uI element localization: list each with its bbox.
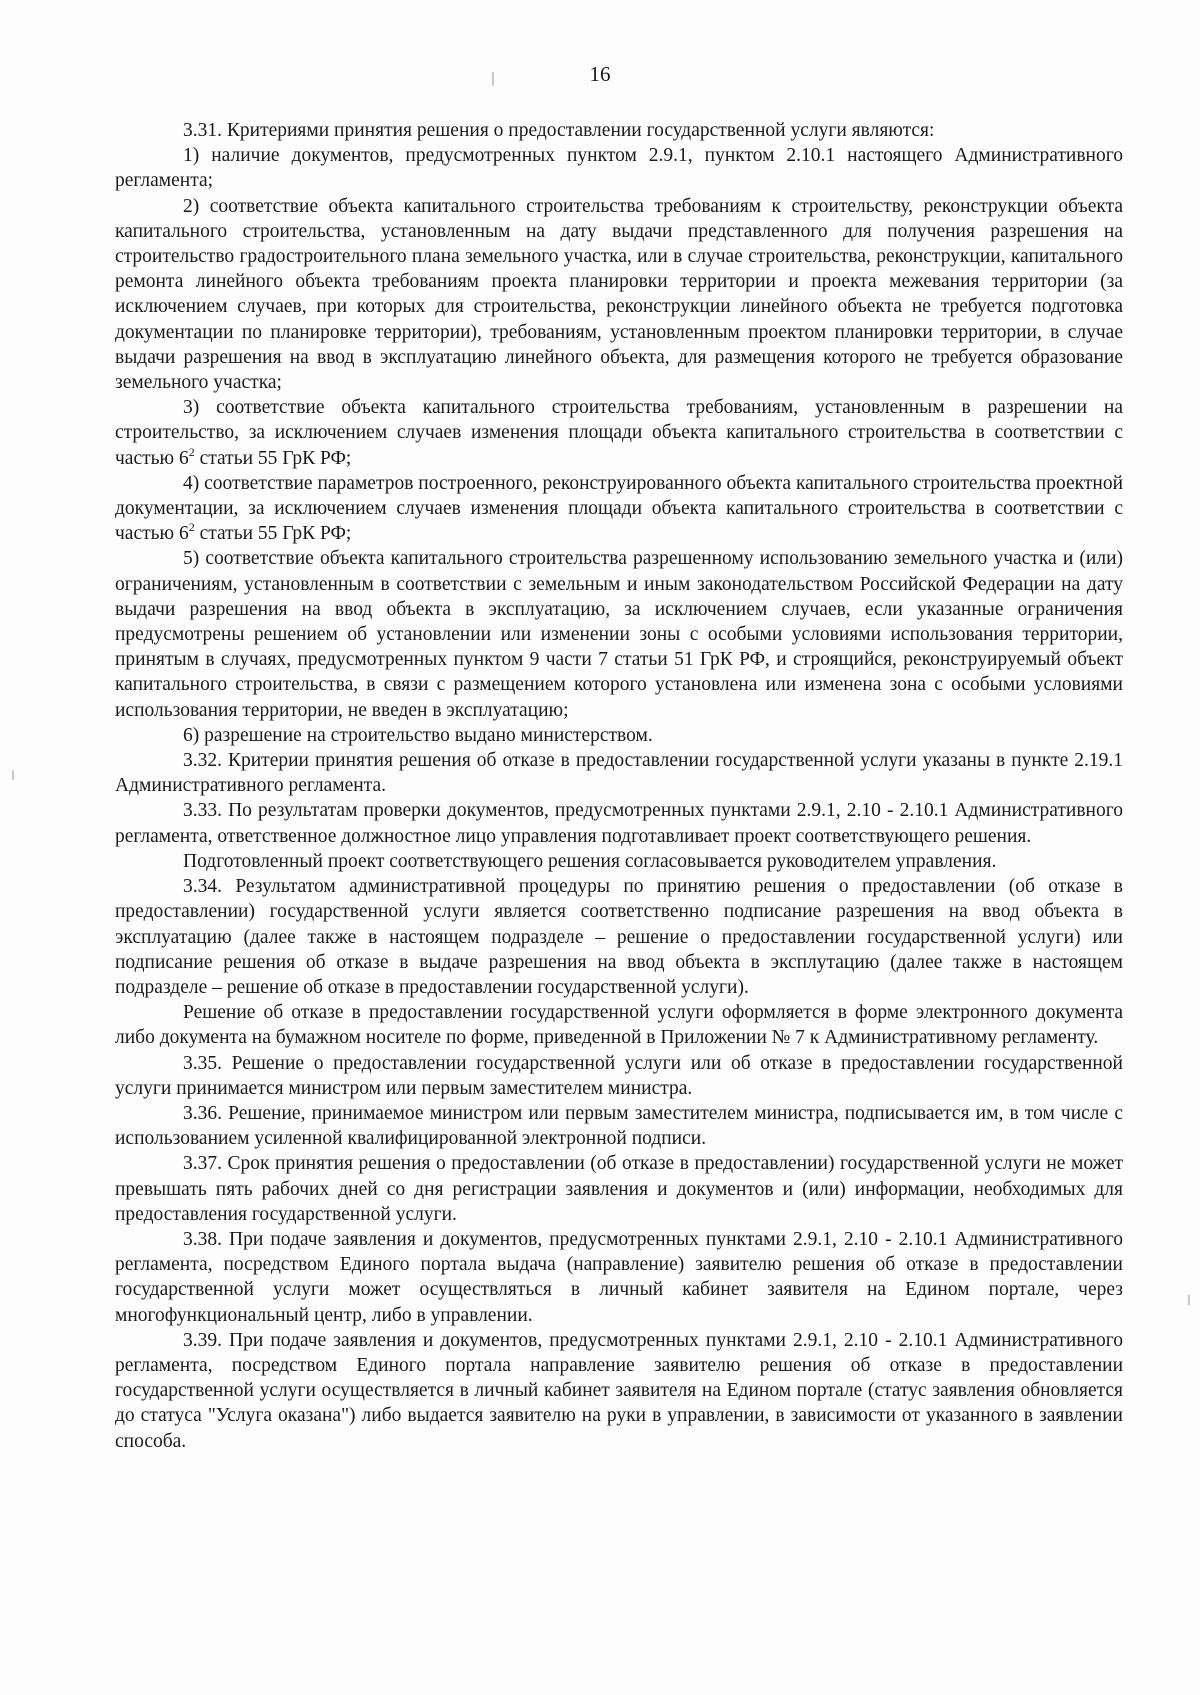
paragraph-3-32: 3.32. Критерии принятия решения об отказе в предоставлении государственной услуги указаны в пункте 2.19.1 Административного регламента. [115,750,1123,797]
paragraph-3-34: 3.34. Результатом административной процедуры по принятию решения о предоставлении (об отказе в предоставлении) государственной услуги является соответственно подписание разрешения на ввод объекта в эксплуатацию (далее также в настоящем подразделе – решение о предоставлении государственной услуги) или подписание решения об отказе в выдаче разрешения на ввод объекта в эксплутацию (далее также в настоящем подразделе – решение об отказе в предоставлении государственной услуги). [115,876,1123,998]
scan-margin-mark [12,770,14,780]
item-4-text-end: статьи 55 ГрК РФ; [194,523,352,545]
item-4-text: 4) соответствие параметров построенного, реконструированного объекта капитального строительства проектной документации, за исключением случаев изменения площади объекта капитального строительства в соответствии с частью 6 [115,472,1123,545]
document-body [115,118,1123,1454]
paragraph-3-36: 3.36. Решение, принимаемое министром или первым заместителем министра, подписывается им, в том числе с использованием усиленной квалифицированной электронной подписи. [115,1102,1123,1150]
paragraph-3-31-item-1: 1) наличие документов, предусмотренных пунктом 2.9.1, пунктом 2.10.1 настоящего Административного регламента; [115,145,1123,192]
paragraph-3-37: 3.37. Срок принятия решения о предоставлении (об отказе в предоставлении) государственной услуги не может превышать пять рабочих дней со дня регистрации заявления и документов и (или) информации, необходимых для предоставления государственной услуги. [115,1153,1123,1225]
paragraph-3-31-item-5: 5) соответствие объекта капитального строительства разрешенному использованию земельного участка и (или) ограничениям, установленным в соответствии с земельным и иным законодательством Российской Федерации на дату выдачи разрешения на ввод объекта в эксплуатацию, за исключением случаев, если указанные ограничения предусмотрены решением об установлении или изменении зоны с особыми условиями использования территории, принятым в случаях, предусмотренных пунктом 9 части 7 статьи 51 ГрК РФ, и строящийся, реконструируемый объект капитального строительства, в связи с размещением которого установлена или изменена зона с особыми условиями использования территории, не введен в эксплуатацию; [115,548,1123,721]
paragraph-3-39: 3.39. При подаче заявления и документов, предусмотренных пунктами 2.9.1, 2.10 - 2.10.1 Административного регламента, посредством Единого портала направление заявителю решения об отказе в предоставлении государственной услуги осуществляется в личный кабинет заявителя на Едином портале (статус заявления обновляется до статуса "Услуга оказана") либо выдается заявителю на руки в управлении, в зависимости от указанного в заявлении способа. [115,1329,1123,1452]
paragraph-3-34-continued: Решение об отказе в предоставлении государственной услуги оформляется в форме электронного документа либо документа на бумажном носителе по форме, приведенной в Приложении № 7 к Административному регламенту. [115,1002,1123,1049]
item-3-superscript: 2 [188,444,195,459]
paragraph-3-31: 3.31. Критериями принятия решения о предоставлении государственной услуги являются: [183,120,935,141]
item-3-text-end: статьи 55 ГрК РФ; [194,447,352,469]
paragraph-3-31-item-3 [115,395,1123,471]
scan-margin-mark [1188,1295,1190,1305]
paragraph-3-38: 3.38. При подаче заявления и документов, предусмотренных пунктами 2.9.1, 2.10 - 2.10.1 Административного регламента, посредством Единого портала выдача (направление) заявителю решения об отказе в предоставлении государственной услуги может осуществляться в личный кабинет заявителя на Едином портале, через многофункциональный центр, либо в управлении. [115,1228,1123,1326]
paragraph-3-31-item-2: 2) соответствие объекта капитального строительства требованиям к строительству, реконструкции объекта капитального строительства, установленным на дату выдачи представленного для получения разрешения на строительство градостроительного плана земельного участка, или в случае строительства, реконструкции, капитального ремонта линейного объекта требованиям проекта планировки территории и проекта межевания территории (за исключением случаев, при которых для строительства, реконструкции линейного объекта не требуется подготовка документации по планировке территории), требованиям, установленным проектом планировки территории, в случае выдачи разрешения на ввод в эксплуатацию линейного объекта, для размещения которого не требуется образование земельного участка; [115,195,1123,394]
page-number: 16 [589,62,611,86]
paragraph-3-33: 3.33. По результатам проверки документов, предусмотренных пунктами 2.9.1, 2.10 - 2.10.1 Административного регламента, ответственное должностное лицо управления подготавливает проект соответствующего решения. [115,800,1123,847]
item-4-superscript: 2 [188,520,195,535]
paragraph-3-31-item-6: 6) разрешение на строительство выдано министерством. [183,724,653,746]
paragraph-3-31-item-4 [115,471,1123,547]
paragraph-3-35: 3.35. Решение о предоставлении государственной услуги или об отказе в предоставлении государственной услуги принимается министром или первым заместителем министра. [115,1052,1123,1099]
item-3-text: 3) соответствие объекта капитального строительства требованиям, установленным в разрешении на строительство, за исключением случаев изменения площади объекта капитального строительства в соответствии с частью 6 [115,397,1123,469]
paragraph-3-33-continued: Подготовленный проект соответствующего решения согласовывается руководителем управления. [183,850,997,872]
